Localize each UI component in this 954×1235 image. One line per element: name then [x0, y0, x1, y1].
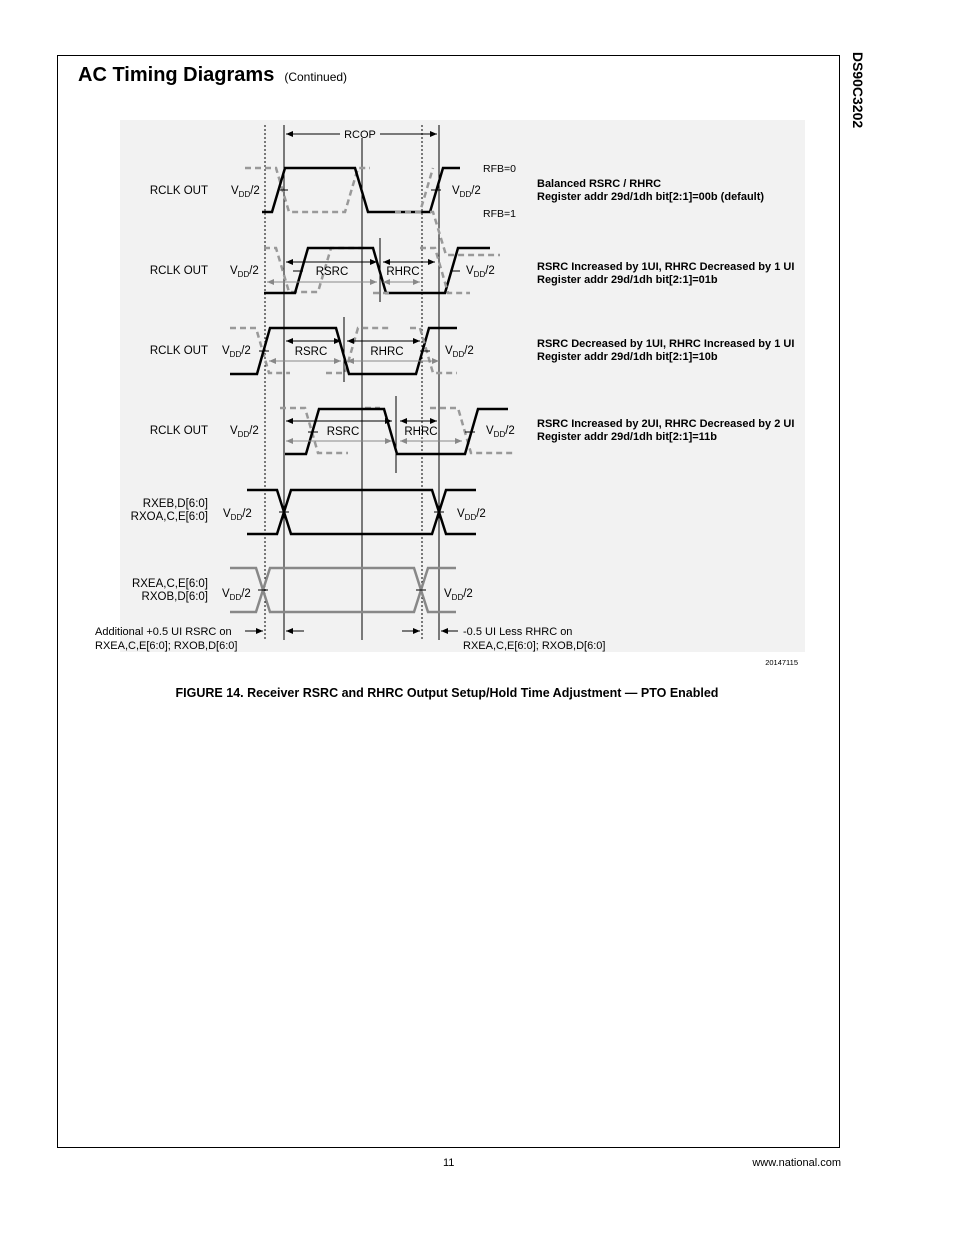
document-id-label: DS90C3202 — [850, 51, 866, 129]
vdd-label: $V_{DD}/2$ — [223, 508, 252, 522]
section-title — [78, 64, 347, 87]
row-label: RCLK OUT — [149, 425, 208, 437]
vdd-label: $V_{DD}/2$ — [231, 185, 260, 199]
vdd-label: $V_{DD}/2$ — [445, 345, 474, 359]
rfb1-label: RFB=1 — [483, 208, 516, 220]
row-note: RSRC Increased by 2UI, RHRC Decreased by 2 UI — [537, 418, 795, 430]
figure-caption: FIGURE 14. Receiver RSRC and RHRC Output Setup/Hold Time Adjustment — PTO Enabled — [175, 686, 719, 700]
bottom-right-note: RXEA,C,E[6:0]; RXOB,D[6:0] — [463, 640, 606, 652]
vdd-label: $V_{DD}/2$ — [230, 265, 259, 279]
row-label: RCLK OUT — [149, 265, 208, 277]
vdd-label: $V_{DD}/2$ — [457, 508, 486, 522]
vdd-label: $V_{DD}/2$ — [222, 345, 251, 359]
data-row-label: RXEB,D[6:0] — [142, 498, 208, 510]
row-label: RCLK OUT — [149, 345, 208, 357]
timing-diagram — [90, 120, 820, 680]
row-note: Register addr 29d/1dh bit[2:1]=01b — [537, 274, 718, 286]
vdd-label: $V_{DD}/2$ — [222, 588, 251, 602]
rcop-label: RCOP — [344, 129, 376, 141]
row-label: RCLK OUT — [149, 185, 208, 197]
row-note: Register addr 29d/1dh bit[2:1]=11b — [537, 431, 718, 443]
bottom-left-note: RXEA,C,E[6:0]; RXOB,D[6:0] — [95, 640, 238, 652]
rsrc-label: RSRC — [315, 266, 349, 278]
row-note: Balanced RSRC / RHRC — [537, 178, 662, 190]
continued-label: (Continued) — [284, 70, 348, 84]
rhrc-label: RHRC — [386, 266, 420, 278]
bottom-right-note: -0.5 UI Less RHRC on — [463, 626, 573, 638]
data-row-label: RXOB,D[6:0] — [141, 591, 208, 603]
rhrc-label: RHRC — [370, 346, 404, 358]
bottom-left-note: Additional +0.5 UI RSRC on — [95, 626, 232, 638]
row-note: Register addr 29d/1dh bit[2:1]=00b (default) — [537, 191, 765, 203]
row-note: Register addr 29d/1dh bit[2:1]=10b — [537, 351, 718, 363]
row-note: RSRC Decreased by 1UI, RHRC Increased by 1 UI — [537, 338, 795, 350]
rsrc-label: RSRC — [326, 426, 360, 438]
rfb0-label: RFB=0 — [483, 163, 516, 175]
data-row-label: RXEA,C,E[6:0] — [131, 578, 208, 590]
rsrc-label: RSRC — [294, 346, 328, 358]
vdd-label: $V_{DD}/2$ — [230, 425, 259, 439]
figure-id: 20147115 — [765, 658, 798, 667]
vdd-label: $V_{DD}/2$ — [444, 588, 473, 602]
data-row-label: RXOA,C,E[6:0] — [130, 511, 208, 523]
website-link[interactable]: www.national.com — [752, 1157, 841, 1169]
row-note: RSRC Increased by 1UI, RHRC Decreased by 1 UI — [537, 261, 795, 273]
vdd-label: $V_{DD}/2$ — [466, 265, 495, 279]
rhrc-label: RHRC — [404, 426, 438, 438]
section-title-text: AC Timing Diagrams — [78, 64, 275, 86]
vdd-label: $V_{DD}/2$ — [452, 185, 481, 199]
vdd-label: $V_{DD}/2$ — [486, 425, 515, 439]
page-number: 11 — [443, 1157, 455, 1169]
